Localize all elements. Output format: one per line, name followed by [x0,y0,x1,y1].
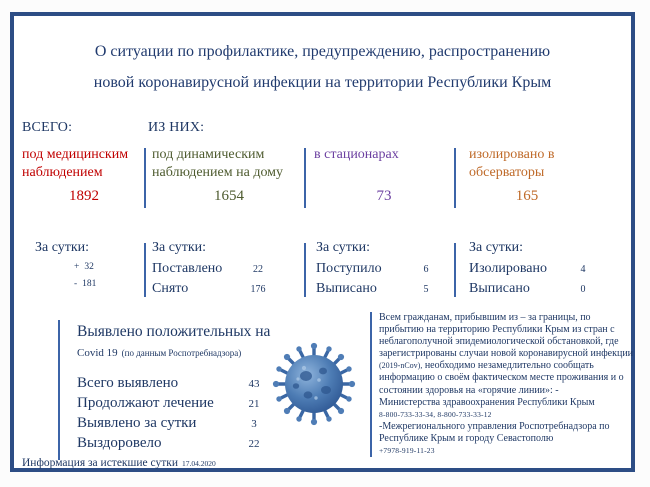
positive-row [77,414,272,434]
stat-column-label: под медицинским наблюдением [22,147,129,180]
daily-block-medical [22,240,144,293]
daily-block-observatory [469,240,603,299]
page-title [14,36,631,98]
daily-line-label: Поступило [316,261,382,276]
stat-column-value: 1654 [214,188,244,204]
daily-line-value: 6 [423,264,429,275]
daily-line [22,259,144,276]
daily-line-label: + [74,262,80,272]
daily-line [316,279,446,299]
positive-row-label: Выздоровело [77,435,162,451]
header-of-them-label: ИЗ НИХ: [148,120,205,135]
positive-row [77,394,272,414]
daily-line-label: Выписано [469,281,530,296]
hotline-notice [370,312,636,457]
stat-column-value: 1892 [69,188,99,204]
positive-row-value: 22 [248,438,260,450]
daily-block-hospital [316,240,446,299]
footer [22,453,216,471]
daily-line [316,259,446,279]
column-divider [454,148,456,208]
daily-line-value: 176 [250,284,266,295]
daily-line-value: 0 [580,284,586,295]
header-total-label: ВСЕГО: [22,120,73,135]
positive-row-label: Всего выявлено [77,375,179,391]
positive-cases-box [58,320,272,460]
virus-code-label: (2019-nCov), [379,361,423,371]
stat-column-label: изолировано в обсерваторы [469,147,555,180]
column-divider [144,148,146,208]
daily-title: За сутки: [35,240,90,255]
hotline-1-phones: 8-800-733-33-34, 8-800-733-33-12 [379,409,492,419]
daily-line-value: 32 [84,262,94,272]
coronavirus-icon [268,338,360,430]
daily-line [152,259,278,279]
daily-line [22,276,144,293]
column-divider [304,243,306,297]
covid-source-note: (по данным Роспотребнадзора) [121,348,242,358]
positive-box-title: Выявлено положительных на [77,323,271,340]
hotline-2-name: -Межрегионального управления Роспотребнадзора по Республике Крым и городу Севастополю [379,420,610,444]
daily-title: За сутки: [152,240,207,255]
daily-line [469,259,603,279]
positive-box-subtitle [77,343,272,361]
daily-line [152,279,278,299]
page-title-line1: О ситуации по профилактике, предупреждению, распространению [94,43,551,60]
daily-line-label: - [74,279,78,289]
stat-column-value: 73 [376,188,392,204]
positive-row-label: Продолжают лечение [77,395,214,411]
footer-label: Информация за истекшие сутки [22,457,178,469]
daily-line-value: 5 [423,284,429,295]
daily-line-label: Изолировано [469,261,547,276]
daily-line-label: Снято [152,281,189,296]
footer-date: 17.04.2020 [181,459,216,468]
stat-column-observatory [469,146,585,212]
covid-label: Covid 19 [77,347,118,359]
column-divider [304,148,306,208]
notice-body1: Всем гражданам, прибывшим из – за границы, по прибытию на территорию Республики Крым из стран с неблагополучной эпидемиологической обстановкой, где зарегистрированы случаи новой коронавирусной инфекции [379,312,634,360]
stat-column-dynamic-home [152,146,306,212]
hotline-1-name: Министерства здравоохранения Республики Крым [379,396,595,408]
daily-title: За сутки: [469,240,524,255]
positive-row-value: 43 [248,378,260,390]
page-title-line2: новой коронавирусной инфекции на территории Республики Крым [93,74,552,91]
daily-line-value: 4 [580,264,586,275]
daily-line-label: Выписано [316,281,377,296]
positive-row-value: 21 [248,398,260,410]
positive-box-rows [77,374,272,454]
hotline-2-phones: +7978-919-11-23 [379,445,435,455]
column-divider [144,243,146,297]
page-frame [10,12,635,472]
positive-row-value: 3 [251,418,257,430]
positive-row [77,374,272,394]
stat-column-medical [22,146,146,212]
positive-row [77,434,272,454]
column-divider [454,243,456,297]
stat-column-label: под динамическим наблюдением на дому [152,147,284,180]
daily-line-value: 181 [82,279,97,289]
daily-line-label: Поставлено [152,261,223,276]
daily-line [469,279,603,299]
stat-column-value: 165 [515,188,539,204]
daily-block-dynamic-home [152,240,278,299]
notice-body2: необходимо незамедлительно сообщать информацию о своём фактическом месте проживания и о состоянии здоровья на «горячие линии»: - [379,360,624,396]
stat-column-hospital [314,146,454,212]
positive-row-label: Выявлено за сутки [77,415,197,431]
daily-line-value: 22 [253,264,263,275]
daily-title: За сутки: [316,240,371,255]
stat-column-label: в стационарах [314,147,399,162]
